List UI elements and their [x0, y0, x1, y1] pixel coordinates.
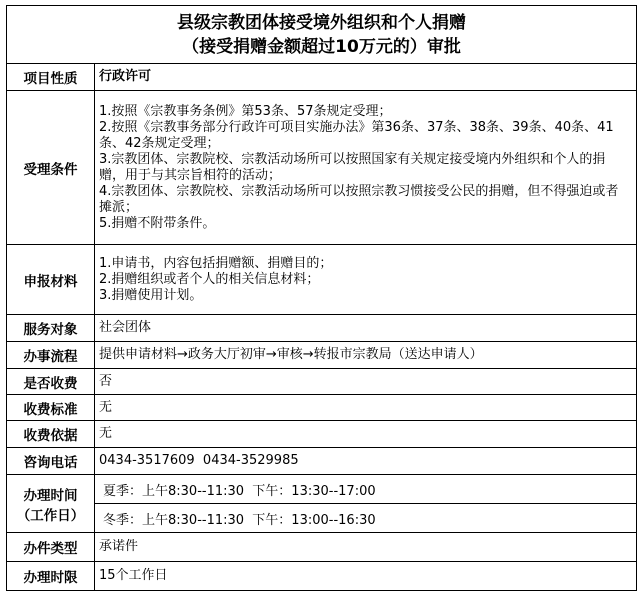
row-fee-standard: [7, 395, 637, 421]
value-nature: 行政许可: [95, 64, 637, 91]
value-type: 承诺件: [95, 533, 637, 562]
condition-item: 1.按照《宗教事务条例》第53条、57条规定受理；: [99, 103, 392, 119]
value-hours-winter: 冬季：上午8:30--11:30 下午：13:00--16:30: [95, 504, 637, 533]
value-materials: [95, 245, 637, 315]
row-conditions: [7, 91, 637, 245]
label-materials: 申报材料: [7, 245, 95, 315]
label-fee-standard: 收费标准: [7, 395, 95, 421]
row-hours-winter: [7, 504, 637, 533]
title-line-1: 县级宗教团体接受境外组织和个人捐赠: [177, 12, 466, 33]
row-hours-summer: [7, 475, 637, 504]
approval-info-table: [6, 5, 637, 591]
row-target: [7, 315, 637, 342]
label-fee-basis: 收费依据: [7, 421, 95, 448]
row-type: [7, 533, 637, 562]
value-fee-basis: 无: [95, 421, 637, 448]
label-process: 办事流程: [7, 342, 95, 369]
value-limit: 15个工作日: [95, 562, 637, 591]
condition-item: 3.宗教团体、宗教院校、宗教活动场所可以按照国家有关规定接受境内外组织和个人的捐赠，用于与其宗旨相符的活动；: [99, 151, 606, 183]
value-target: 社会团体: [95, 315, 637, 342]
value-conditions: [95, 91, 637, 245]
label-fee-charged: 是否收费: [7, 369, 95, 395]
label-phone: 咨询电话: [7, 448, 95, 475]
material-item: 1.申请书，内容包括捐赠额、捐赠目的；: [99, 255, 333, 271]
value-fee-charged: 否: [95, 369, 637, 395]
row-nature: [7, 64, 637, 91]
row-phone: [7, 448, 637, 475]
row-fee-charged: [7, 369, 637, 395]
label-hours: [7, 475, 95, 533]
row-limit: [7, 562, 637, 591]
condition-item: 5.捐赠不附带条件。: [99, 215, 216, 231]
value-fee-standard: 无: [95, 395, 637, 421]
material-item: 2.捐赠组织或者个人的相关信息材料；: [99, 271, 320, 287]
page-title: [7, 6, 637, 64]
value-hours-summer: 夏季：上午8:30--11:30 下午：13:30--17:00: [95, 475, 637, 504]
label-target: 服务对象: [7, 315, 95, 342]
label-nature: 项目性质: [7, 64, 95, 91]
condition-item: 2.按照《宗教事务部分行政许可项目实施办法》第36条、37条、38条、39条、40条、41条、42条规定受理；: [99, 119, 614, 151]
label-hours-line-2: （工作日）: [16, 507, 85, 524]
label-limit: 办理时限: [7, 562, 95, 591]
row-process: [7, 342, 637, 369]
title-line-2: （接受捐赠金额超过10万元的）审批: [182, 36, 461, 57]
label-conditions: 受理条件: [7, 91, 95, 245]
label-type: 办件类型: [7, 533, 95, 562]
material-item: 3.捐赠使用计划。: [99, 287, 203, 303]
label-hours-line-1: 办理时间: [23, 487, 78, 504]
row-materials: [7, 245, 637, 315]
row-fee-basis: [7, 421, 637, 448]
condition-item: 4.宗教团体、宗教院校、宗教活动场所可以按照宗教习惯接受公民的捐赠，但不得强迫或者摊派；: [99, 183, 619, 215]
value-phone: 0434-3517609 0434-3529985: [95, 448, 637, 475]
value-process: 提供申请材料→政务大厅初审→审核→转报市宗教局（送达申请人）: [95, 342, 637, 369]
